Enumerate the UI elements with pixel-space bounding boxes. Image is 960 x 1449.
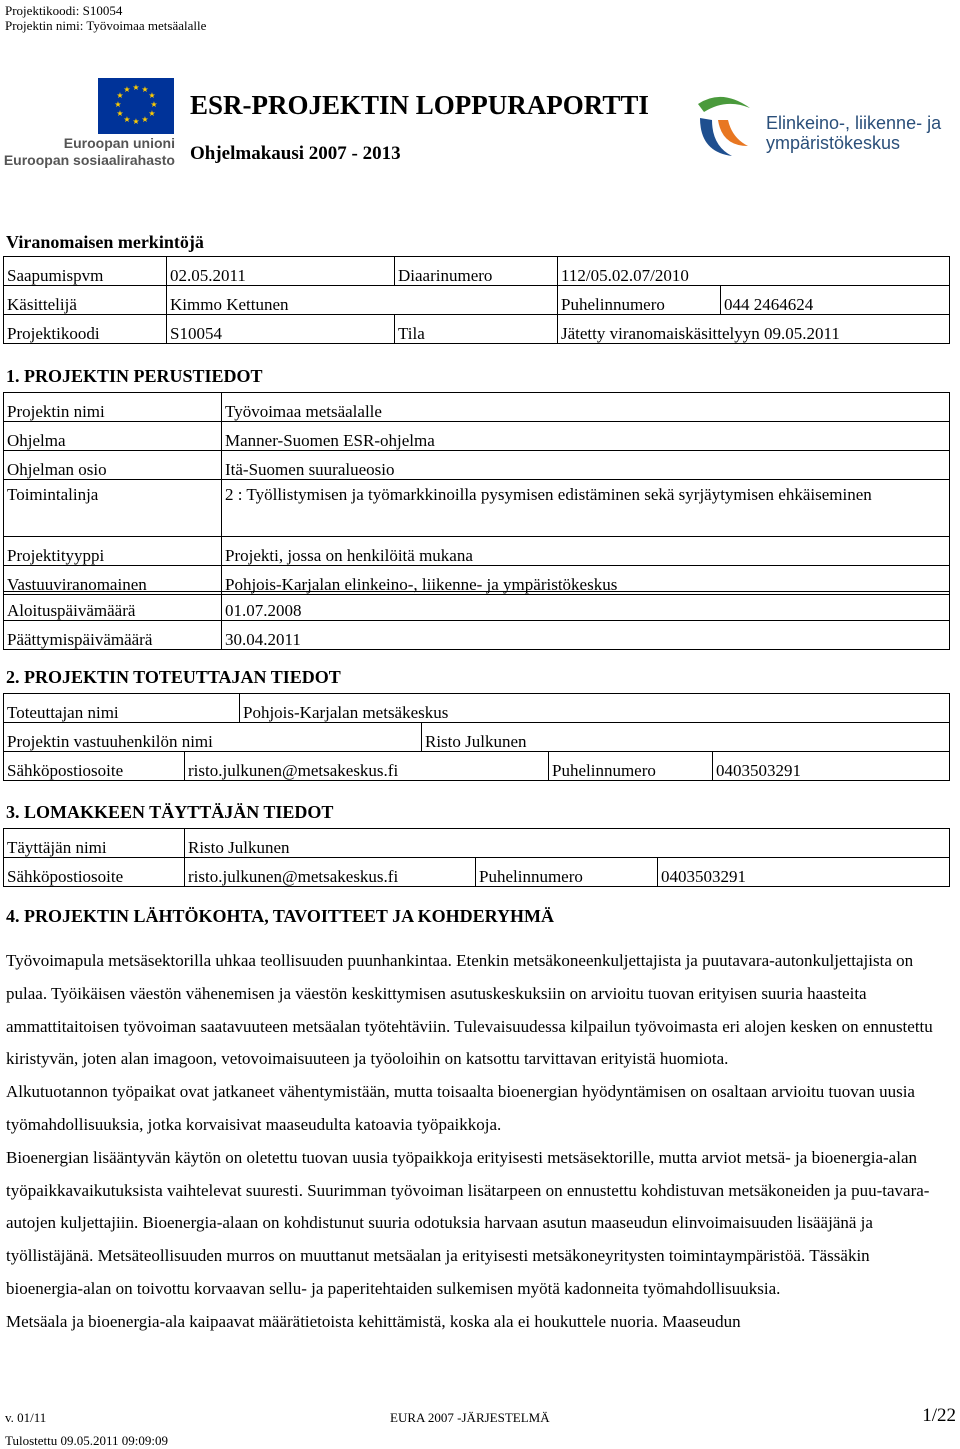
implementer-table [3,693,950,723]
filler-phone-label: Puhelinnumero [476,858,658,887]
svg-text:★: ★ [123,115,131,124]
filler-name-value: Risto Julkunen [185,829,950,858]
handler-label: Käsittelijä [4,286,167,315]
project-type-label: Projektityyppi [4,537,222,566]
program-label: Ohjelma [4,422,222,451]
svg-text:★: ★ [141,115,149,124]
responsible-value: Risto Julkunen [422,723,950,752]
section1-table [3,392,950,595]
handler-phone-value: 044 2464624 [721,286,950,315]
eu-flag-icon [98,78,174,134]
authority-table-2 [3,285,950,315]
filler-phone-value: 0403503291 [658,858,950,887]
received-value: 02.05.2011 [167,257,395,286]
svg-text:★: ★ [148,109,156,118]
diary-label: Diaarinumero [395,257,558,286]
footer [0,1403,960,1449]
authority-table [3,256,950,286]
implementer-phone-label: Puhelinnumero [549,752,713,781]
program-part-value: Itä-Suomen suuralueosio [222,451,950,480]
paragraph: Bioenergian lisääntyvän käytön on oletettu tuovan uusia työpaikkoja erityisesti metsäsektorille, mutta arviot metsä- ja bioenergia-alan työpaikkavaikutuksista vaihtelevat suuresti. Suurimman työvoiman lisätarpeen on ennustettu kohdistuvan metsäkoneiden ja puu-tavara-autojen kuljettajiin. Bioenergia-alaan on kohdistunut suuria odotuksia harvaan asutun maaseudun elinvoimaisuuden lisääjänä ja työllistäjänä. Metsäteollisuuden murros on muuttanut metsäalan ja erityisesti metsäkoneyritysten toimintaympäristöä. Tässäkin bioenergia-alan on toivottu korvaavan sellu- ja paperitehtaiden sulkemisen myötä kadonneita työmahdollisuuksia. [6,1147,930,1298]
program-value: Manner-Suomen ESR-ohjelma [222,422,950,451]
ely-label-1: Elinkeino-, liikenne- ja [766,113,942,133]
code-label: Projektikoodi [4,315,167,344]
filler-table [3,828,950,858]
ely-label-2: ympäristökeskus [766,133,901,153]
header-project-code: Projektikoodi: S10054 [5,3,123,18]
svg-text:★: ★ [116,109,124,118]
filler-contact-table [3,857,950,887]
authority-table-3 [3,314,950,344]
project-type-value: Projekti, jossa on henkilöitä mukana [222,537,950,566]
eu-label-2: Euroopan sosiaalirahasto [3,152,175,168]
authority-value: Pohjois-Karjalan elinkeino-, liikenne- ja ympäristökeskus [222,566,950,595]
svg-text:★: ★ [150,100,158,109]
end-date-label: Päättymispäivämäärä [4,621,222,650]
section4-text [6,945,951,1339]
paragraph: Alkutuotannon työpaikat ovat jatkaneet vähentymistään, mutta toisaalta bioenergian hyödyntämisen on osaltaan arvioitu tuovan uusia työmahdollisuuksia, jotka korvaisivat maaseudulta katoavia työpaikkoja. [6,1082,915,1134]
program-part-label: Ohjelman osio [4,451,222,480]
svg-text:★: ★ [132,117,140,126]
status-label: Tila [395,315,558,344]
authority-label: Vastuuviranomainen [4,566,222,595]
implementer-label: Toteuttajan nimi [4,694,240,723]
paragraph: Metsäala ja bioenergia-ala kaipaavat määrätietoista kehittämistä, koska ala ei houkuttele nuoria. Maaseudun [6,1311,741,1331]
section3-heading: 3. LOMAKKEEN TÄYTTÄJÄN TIEDOT [6,802,334,822]
authority-heading: Viranomaisen merkintöjä [6,232,204,252]
footer-printed: Tulostettu 09.05.2011 09:09:09 [5,1433,169,1448]
paragraph: Työvoimapula metsäsektorilla uhkaa teollisuuden puunhankintaa. Etenkin metsäkoneenkuljettajista ja puutavara-autonkuljettajista on pulaa. Työikäisen väestön vähenemisen ja väestön keskittymisen asutuskeskuksiin on arvioitu tuovan erityisen suuria haasteita ammattitaitoisen työvoiman saatavuuteen metsäalan työtehtäviin. Tulevaisuudessa kilpailun työvoimasta eri alojen kesken on ennustettu kiristyvän, joten alan imagoon, vetovoimaisuuteen ja työoloihin on katsottu tarvittavan erityistä huomiota. [6,951,933,1069]
implementer-value: Pohjois-Karjalan metsäkeskus [240,694,950,723]
page-subtitle: Ohjelmakausi 2007 - 2013 [190,143,401,164]
svg-text:★: ★ [132,83,140,92]
filler-email-label: Sähköpostiosoite [4,858,185,887]
start-date-label: Aloituspäivämäärä [4,592,222,621]
page-title: ESR-PROJEKTIN LOPPURAPORTTI [190,90,649,120]
svg-text:★: ★ [148,91,156,100]
dates-table [3,591,950,650]
footer-system: EURA 2007 -JÄRJESTELMÄ [390,1410,550,1425]
implementer-phone-value: 0403503291 [713,752,950,781]
ely-logo-icon [692,90,762,160]
filler-email-value: risto.julkunen@metsakeskus.fi [185,858,476,887]
svg-text:★: ★ [114,100,122,109]
section4-heading: 4. PROJEKTIN LÄHTÖKOHTA, TAVOITTEET JA KOHDERYHMÄ [6,906,554,926]
footer-page-number: 1/22 [922,1405,956,1426]
start-date-value: 01.07.2008 [222,592,950,621]
implementer-email-label: Sähköpostiosoite [4,752,185,781]
section1-heading: 1. PROJEKTIN PERUSTIEDOT [6,366,263,386]
footer-version: v. 01/11 [5,1410,47,1425]
svg-text:★: ★ [116,91,124,100]
header-project-name: Projektin nimi: Työvoimaa metsäalalle [5,18,207,33]
status-value: Jätetty viranomaiskäsittelyyn 09.05.2011 [558,315,950,344]
diary-value: 112/05.02.07/2010 [558,257,950,286]
responsible-label: Projektin vastuuhenkilön nimi [4,723,422,752]
project-name-label: Projektin nimi [4,393,222,422]
section2-heading: 2. PROJEKTIN TOTEUTTAJAN TIEDOT [6,667,341,687]
code-value: S10054 [167,315,395,344]
priority-label: Toimintalinja [4,480,222,537]
responsible-table [3,722,950,752]
priority-value: 2 : Työllistymisen ja työmarkkinoilla pysymisen edistäminen sekä syrjäytymisen ehkäiseminen [222,480,950,537]
eu-label-1: Euroopan unioni [63,135,175,151]
svg-text:★: ★ [141,85,149,94]
implementer-contact-table [3,751,950,781]
handler-phone-label: Puhelinnumero [558,286,721,315]
received-label: Saapumispvm [4,257,167,286]
filler-name-label: Täyttäjän nimi [4,829,185,858]
svg-text:★: ★ [123,85,131,94]
end-date-value: 30.04.2011 [222,621,950,650]
handler-value: Kimmo Kettunen [167,286,558,315]
project-name-value: Työvoimaa metsäalalle [222,393,950,422]
implementer-email-value: risto.julkunen@metsakeskus.fi [185,752,549,781]
